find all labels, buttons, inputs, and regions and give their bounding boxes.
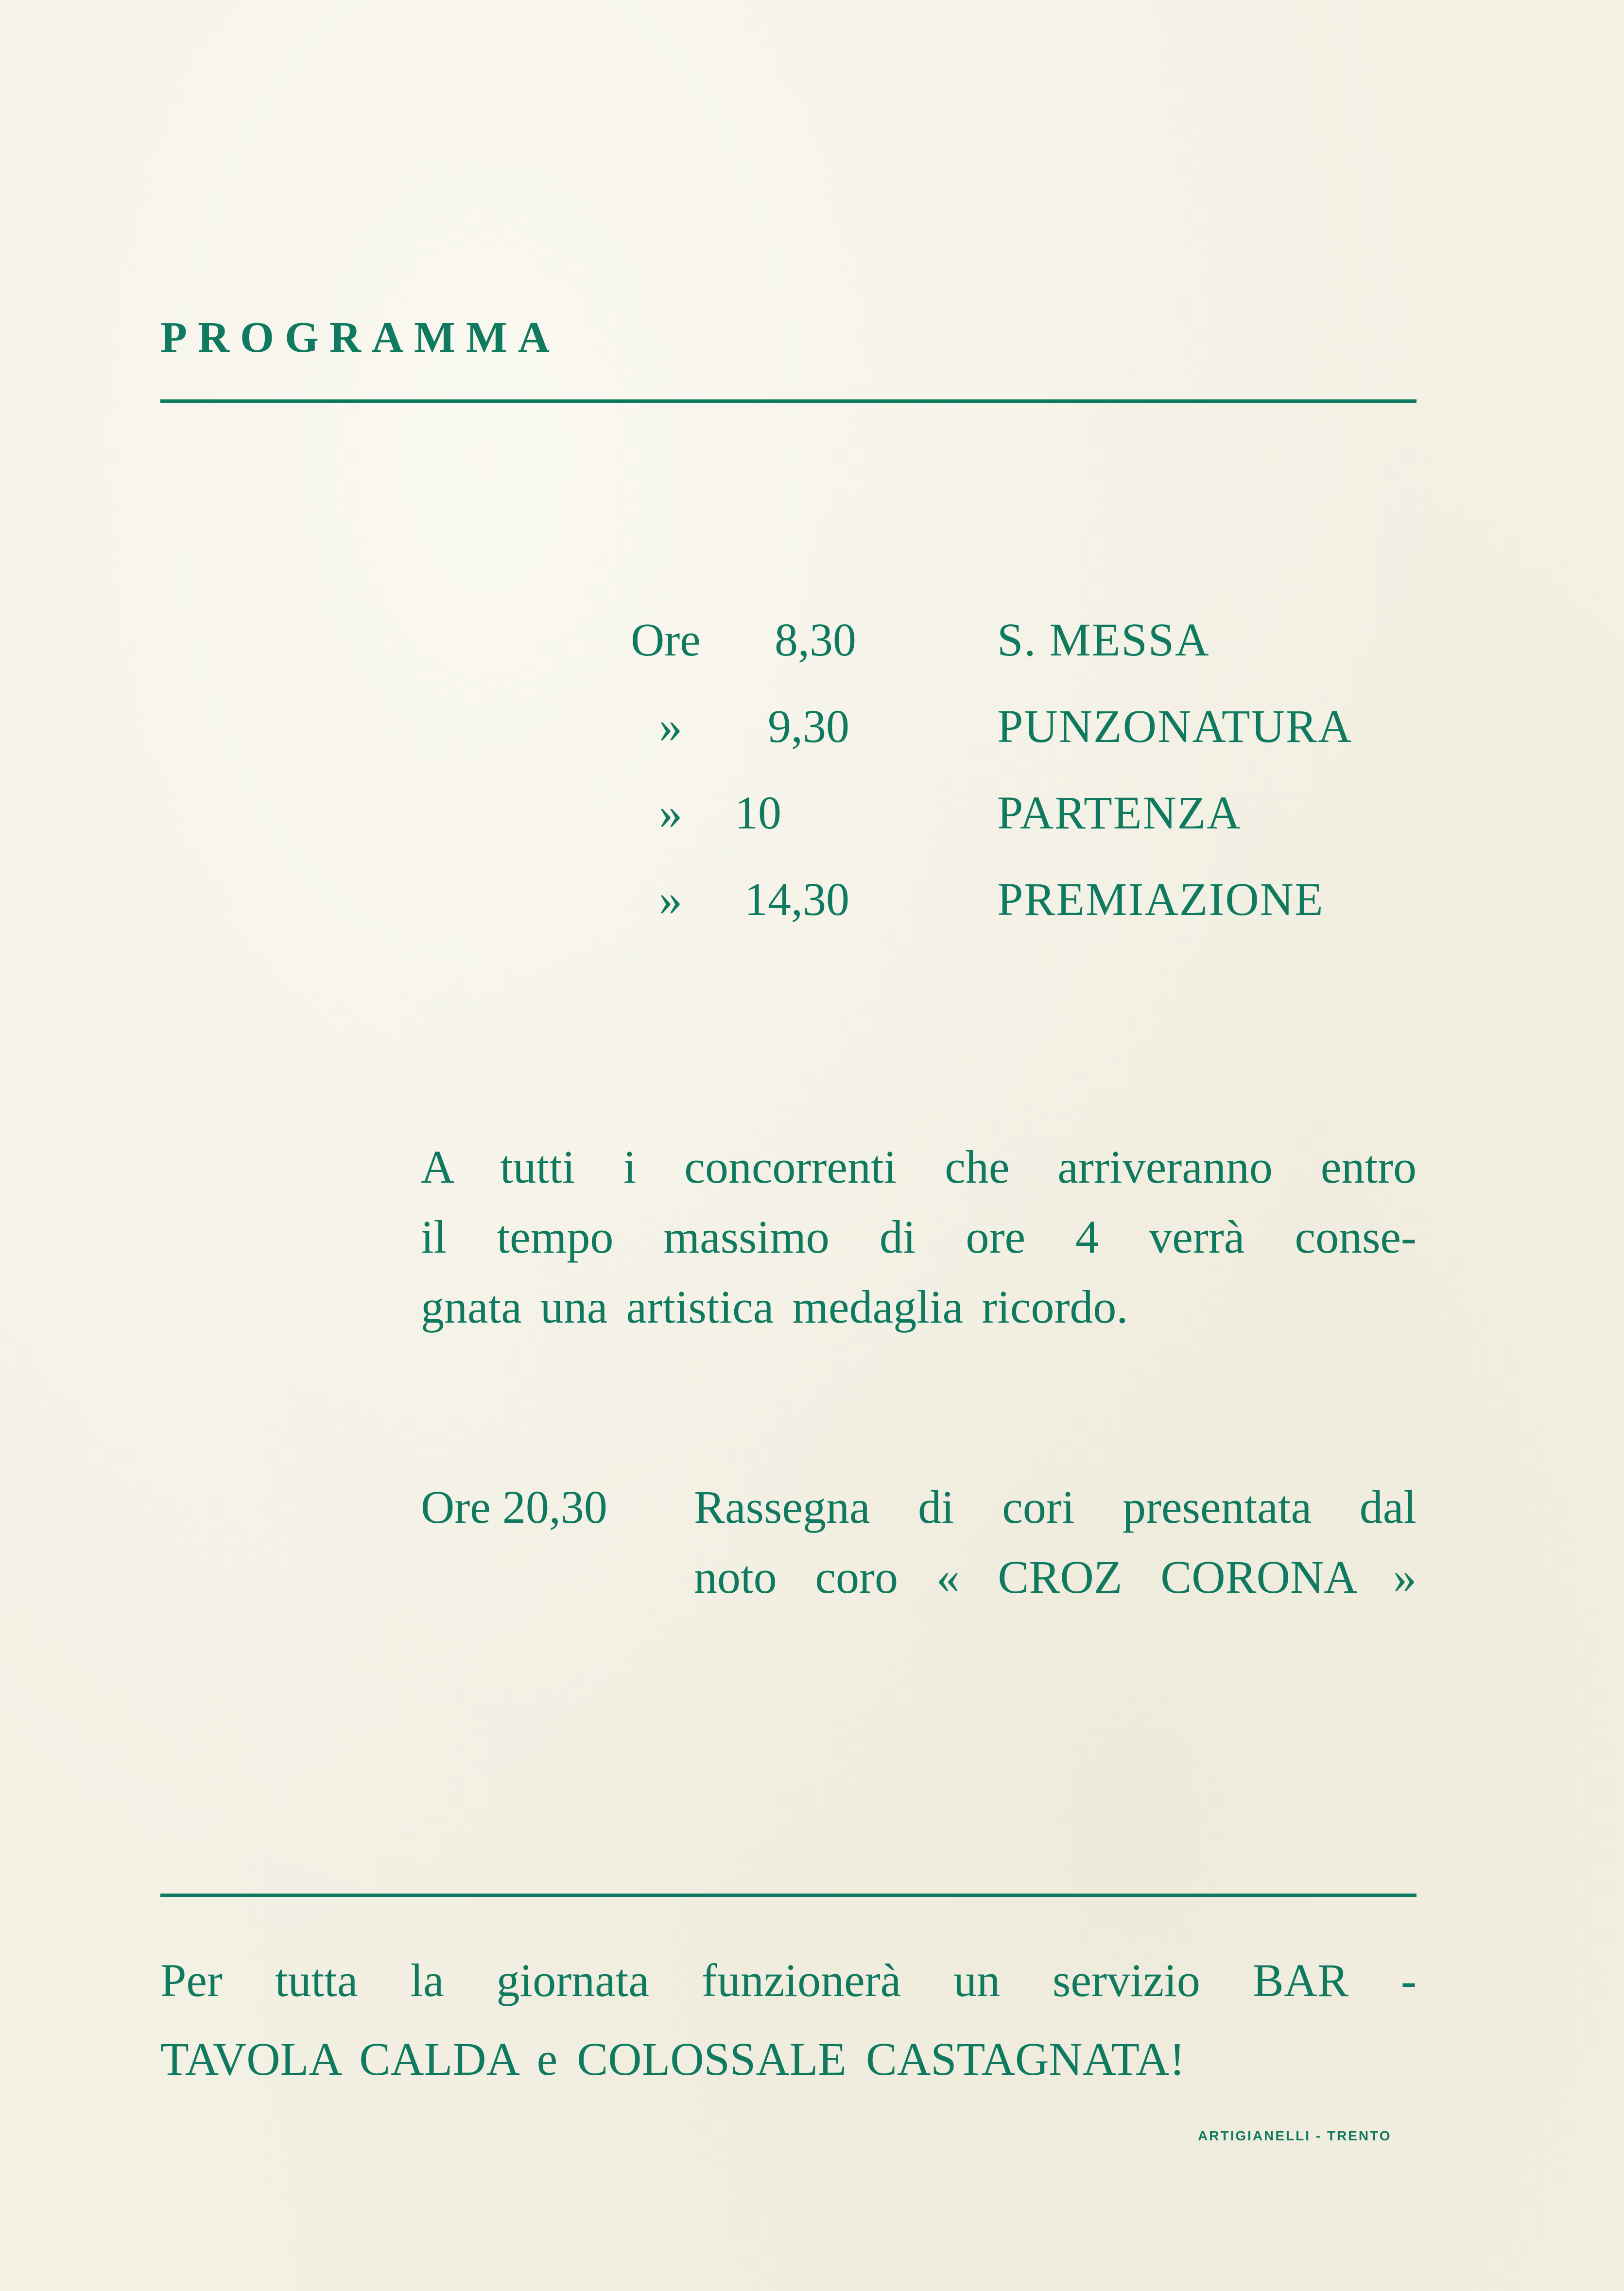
evening-description <box>694 1472 1417 1612</box>
bar-notice <box>160 1941 1417 2099</box>
schedule-label: » <box>659 700 682 752</box>
schedule-label: » <box>659 787 682 839</box>
schedule-event: S. MESSA <box>997 614 1210 666</box>
schedule-time: 14,30 <box>744 873 849 925</box>
page-title: PROGRAMMA <box>160 313 560 362</box>
schedule-event: PARTENZA <box>997 787 1242 839</box>
medal-notice-line: il tempo massimo di ore 4 verrà conse- <box>421 1211 1417 1263</box>
schedule-time: 10 <box>735 787 781 839</box>
schedule-label: Ore <box>631 614 701 666</box>
evening-description-line: Rassegna di cori presentata dal <box>694 1481 1417 1533</box>
medal-notice-line: gnata una artistica medaglia ricordo. <box>421 1281 1128 1333</box>
schedule-event: PREMIAZIONE <box>997 873 1324 925</box>
medal-notice-line: A tutti i concorrenti che arriveranno entro <box>421 1141 1417 1193</box>
evening-description-line: noto coro « CROZ CORONA » <box>694 1551 1417 1603</box>
printer-credit: ARTIGIANELLI - TRENTO <box>1198 2128 1392 2143</box>
schedule-time: 8,30 <box>775 614 856 666</box>
schedule-time: 9,30 <box>768 700 849 752</box>
schedule-label: » <box>659 873 682 925</box>
bar-notice-line: TAVOLA CALDA e COLOSSALE CASTAGNATA! <box>160 2033 1185 2085</box>
bar-notice-line: Per tutta la giornata funzionerà un servizio BAR - <box>160 1954 1417 2006</box>
bottom-divider <box>160 1894 1417 1897</box>
schedule-event: PUNZONATURA <box>997 700 1353 752</box>
evening-time: Ore 20,30 <box>421 1481 607 1533</box>
